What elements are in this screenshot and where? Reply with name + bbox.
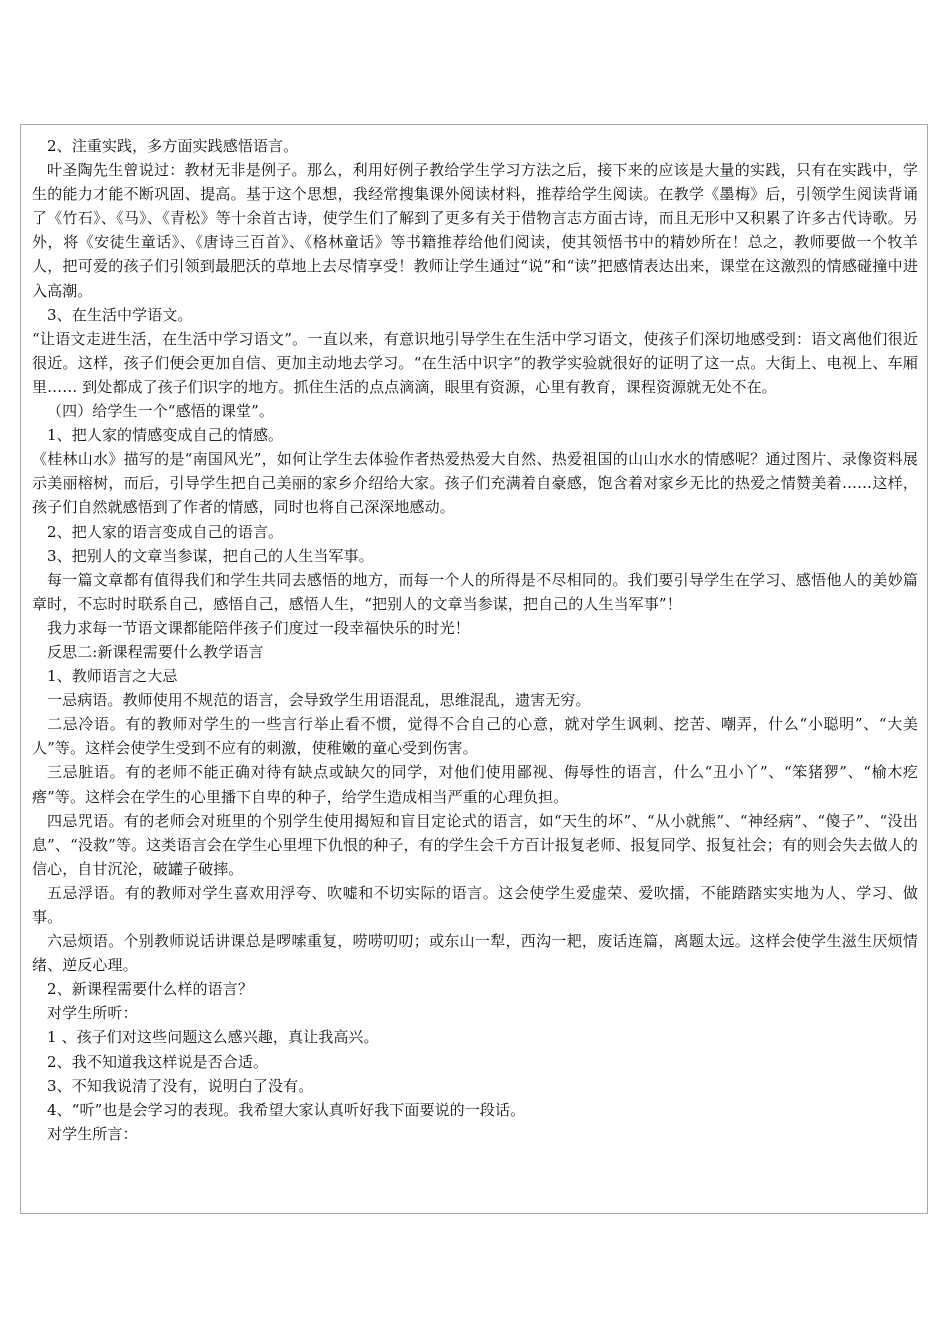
paragraph: 二忌冷语。有的教师对学生的一些言行举止看不惯，觉得不合自己的心意，就对学生讽刺、挖苦、嘲弄，什么“小聪明”、“大美人”等。这样会使学生受到不应有的刺激，使稚嫩的童心受到伤害。: [32, 715, 918, 758]
paragraph: 三忌脏语。有的老师不能正确对待有缺点或缺欠的同学，对他们使用鄙视、侮辱性的语言，什么“丑小丫”、“笨猪猡”、“榆木疙瘩”等。这样会在学生的心里播下自卑的种子，给学生造成相当严重的心理负担。: [32, 763, 918, 806]
paragraph: “让语文走进生活，在生活中学习语文”。一直以来，有意识地引导学生在生活中学习语文，使孩子们深切地感受到：语文离他们很近很近。这样，孩子们便会更加自信、更加主动地去学习。“在生活中识字”的教学实验就很好的证明了这一点。大街上、电视上、车厢里…… 到处都成了孩子们识字的地方。抓住生活的点点滴滴，眼里有资源，心里有教育，课程资源就无处不在。: [32, 329, 918, 396]
paragraph: 4、“听”也是会学习的表现。我希望大家认真听好我下面要说的一段话。: [47, 1100, 526, 1119]
paragraph: 3、不知我说清了没有，说明白了没有。: [47, 1076, 314, 1095]
paragraph: 五忌浮语。有的教师对学生喜欢用浮夸、吹嘘和不切实际的语言。这会使学生爱虚荣、爱吹擂，不能踏踏实实地为人、学习、做事。: [32, 883, 918, 926]
paragraph: （四）给学生一个“感悟的课堂”。: [47, 402, 274, 421]
paragraph: 1 、孩子们对这些问题这么感兴趣，真让我高兴。: [47, 1028, 379, 1047]
paragraph: 反思二:新课程需要什么教学语言: [47, 642, 264, 661]
paragraph: 3、把别人的文章当参谋，把自己的人生当军事。: [47, 546, 374, 565]
paragraph: 2、我不知道我这样说是否合适。: [47, 1052, 269, 1071]
paragraph: 对学生所言：: [47, 1124, 138, 1143]
paragraph: 1、把人家的情感变成自己的情感。: [47, 426, 284, 445]
paragraph: 六忌烦语。个别教师说话讲课总是啰嗦重复，唠唠叨叨；或东山一犁，西沟一耙，废话连篇，离题太远。这样会使学生滋生厌烦情绪、逆反心理。: [32, 932, 918, 975]
paragraph: 对学生所听：: [47, 1004, 138, 1023]
paragraph: 叶圣陶先生曾说过：教材无非是例子。那么，利用好例子教给学生学习方法之后，接下来的应该是大量的实践，只有在实践中，学生的能力才能不断巩固、提高。基于这个思想，我经常搜集课外阅读材料，推荐给学生阅读。在教学《墨梅》后，引领学生阅读背诵了《竹石》、《马》、《青松》等十余首古诗，使学生们了解到了更多有关于借物言志方面古诗，而且无形中又积累了许多古代诗歌。另外，将《安徒生童话》、《唐诗三百首》、《格林童话》等书籍推荐给他们阅读，使其领悟书中的精妙所在！总之，教师要做一个牧羊人，把可爱的孩子们引领到最肥沃的草地上去尽情享受！教师让学生通过“说”和“读”把感情表达出来，课堂在这激烈的情感碰撞中进入高潮。: [32, 161, 918, 300]
paragraph: 3、在生活中学语文。: [47, 305, 193, 324]
paragraph: 2、注重实践，多方面实践感悟语言。: [47, 137, 299, 155]
document-body: [32, 134, 918, 1146]
paragraph: 一忌病语。教师使用不规范的语言，会导致学生用语混乱，思维混乱，遗害无穷。: [47, 691, 591, 710]
paragraph: 2、把人家的语言变成自己的语言。: [47, 522, 284, 541]
paragraph: 我力求每一节语文课都能陪伴孩子们度过一段幸福快乐的时光！: [47, 618, 470, 637]
paragraph: 2、新课程需要什么样的语言？: [47, 980, 253, 999]
paragraph: 四忌咒语。有的老师会对班里的个别学生使用揭短和盲目定论式的语言，如“天生的坏”、“从小就熊”、“神经病”、“傻子”、“没出息”、“没救”等。这类语言会在学生心里埋下仇恨的种子，有的学生会千方百计报复老师、报复同学、报复社会；有的则会失去做人的信心，自甘沉沦，破罐子破摔。: [32, 811, 918, 878]
paragraph: 1、教师语言之大忌: [47, 667, 178, 686]
paragraph: 每一篇文章都有值得我们和学生共同去感悟的地方，而每一个人的所得是不尽相同的。我们要引导学生在学习、感悟他人的美妙篇章时，不忘时时联系自己，感悟自己，感悟人生，“把别人的文章当参谋，把自己的人生当军事”！: [32, 570, 918, 613]
paragraph: 《桂林山水》描写的是“南国风光”，如何让学生去体验作者热爱热爱大自然、热爱祖国的山山水水的情感呢？通过图片、录像资料展示美丽榕树，而后，引导学生把自己美丽的家乡介绍给大家。孩子们充满着自豪感，饱含着对家乡无比的热爱之情赞美着……这样，孩子们自然就感悟到了作者的情感，同时也将自己深深地感动。: [32, 450, 918, 517]
